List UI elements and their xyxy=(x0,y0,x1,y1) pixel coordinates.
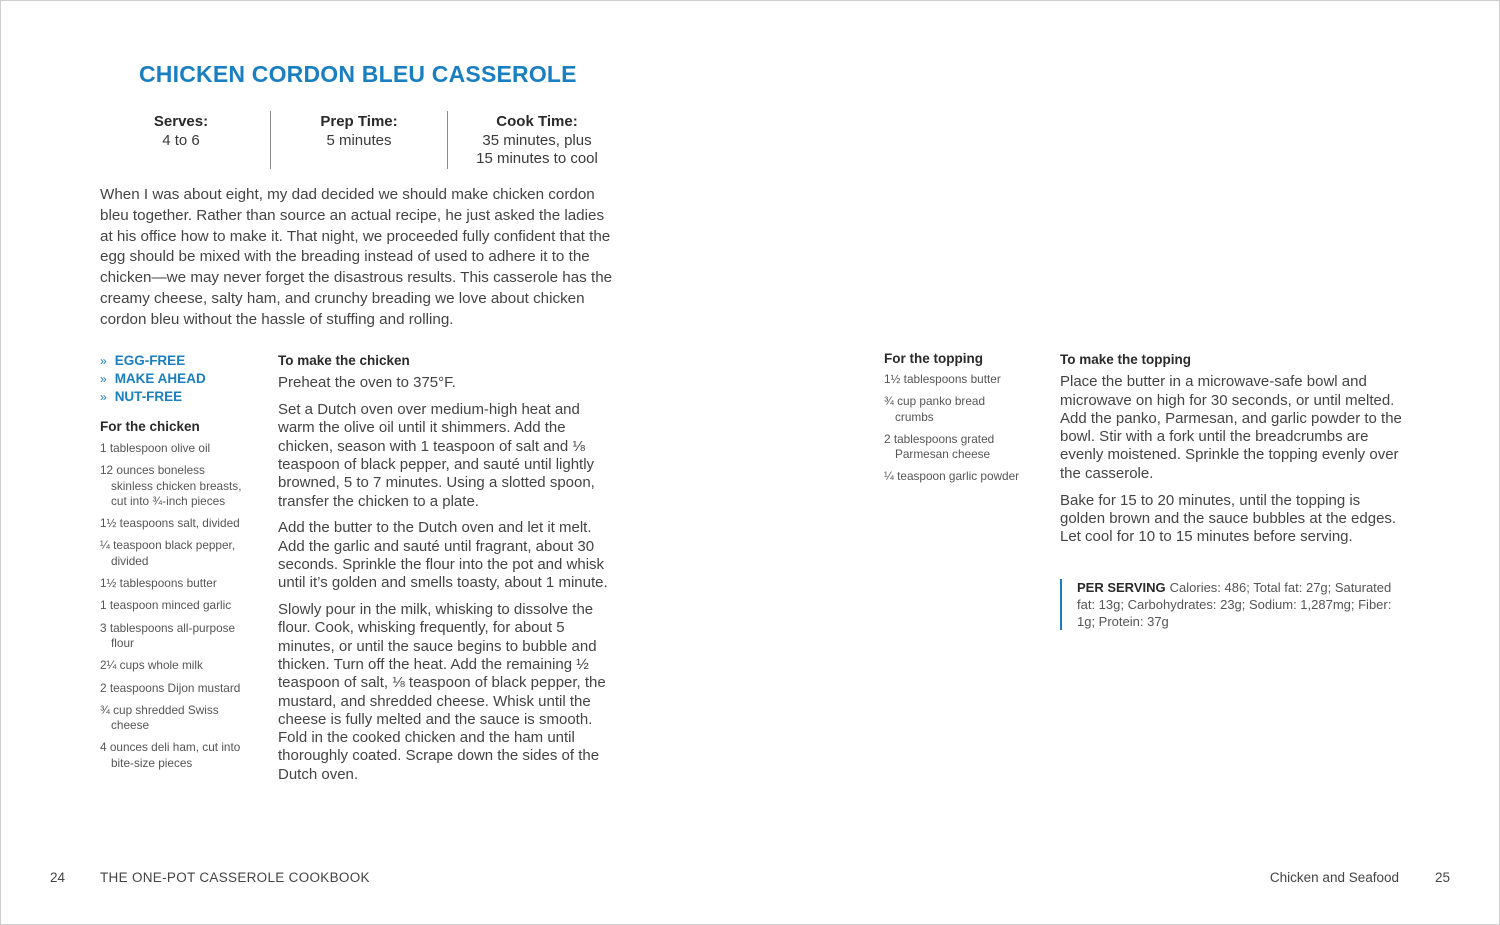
tag-nut-free xyxy=(100,388,206,406)
tag-label: EGG-FREE xyxy=(114,353,186,368)
meta-divider xyxy=(447,111,448,169)
serves-value: 4 to 6 xyxy=(162,132,200,149)
chicken-ingredients xyxy=(100,419,250,778)
ingredient-item: 1 teaspoon minced garlic xyxy=(100,598,232,613)
step-paragraph: Set a Dutch oven over medium-high heat and warm the olive oil until it shimmers. Add the chicken, season with 1 teaspoon of salt and ⅛ teaspoon of black pepper, and sauté until lightly browned, 5 to 7 minutes. Using a slotted spoon, transfer the chicken to a plate. xyxy=(278,401,595,510)
serves-block xyxy=(111,113,251,150)
ingredient-item: 2¼ cups whole milk xyxy=(100,658,203,673)
cook-time-value: 35 minutes, plus 15 minutes to cool xyxy=(476,132,598,167)
cook-time-block xyxy=(457,113,617,168)
ingredient-item: 1½ tablespoons butter xyxy=(100,576,217,591)
chicken-ingredients-heading: For the chicken xyxy=(100,419,200,434)
chevron-right-icon: » xyxy=(100,354,107,368)
ingredient-item: 12 ounces boneless skinless chicken breasts, cut into ¾-inch pieces xyxy=(100,463,242,508)
recipe-intro: When I was about eight, my dad decided we should make chicken cordon bleu together. Rather than source an actual recipe, he just asked the ladies at his office how to make it. That night, we proceeded fully confident that the egg should be mixed with the breading instead of used to adhere it to the chicken—we may never forget the disastrous results. This casserole has the creamy cheese, salty ham, and crunchy breading we love about chicken cordon bleu without the hassle of stuffing and rolling. xyxy=(100,186,613,328)
topping-steps xyxy=(1060,351,1402,555)
per-serving-label: PER SERVING xyxy=(1077,580,1166,595)
tag-label: MAKE AHEAD xyxy=(114,371,206,386)
serves-label: Serves: xyxy=(153,113,209,130)
tag-egg-free xyxy=(100,352,206,370)
per-serving-text: Calories: 486; Total fat: 27g; Saturated fat: 13g; Carbohydrates: 23g; Sodium: 1,287mg; Fiber: 1g; Protein: 37g xyxy=(1077,580,1392,629)
topping-ingredient-list xyxy=(884,372,1024,485)
ingredient-item: 1½ teaspoons salt, divided xyxy=(100,516,240,531)
topping-ingredients-heading: For the topping xyxy=(884,351,983,366)
tag-make-ahead xyxy=(100,370,206,388)
meta-divider xyxy=(270,111,271,169)
chevron-right-icon: » xyxy=(100,390,107,404)
prep-time-block xyxy=(284,113,434,150)
book-title: THE ONE-POT CASSEROLE COOKBOOK xyxy=(100,870,370,885)
recipe-title: CHICKEN CORDON BLEU CASSEROLE xyxy=(139,61,577,87)
ingredient-item: 4 ounces deli ham, cut into bite-size pieces xyxy=(100,740,241,770)
step-paragraph: Place the butter in a microwave-safe bowl and microwave on high for 30 seconds, or until melted. Add the panko, Parmesan, and garlic powder to the bowl. Stir with a fork until the breadcrumbs are evenly moistened. Sprinkle the topping evenly over the casserole. xyxy=(1060,373,1402,482)
chapter-title: Chicken and Seafood xyxy=(1269,870,1399,885)
step-paragraph: Slowly pour in the milk, whisking to dissolve the flour. Cook, whisking frequently, for about 5 minutes, or until the sauce begins to bubble and thicken. Turn off the heat. Add the remaining ½ teaspoon of salt, ⅛ teaspoon of black pepper, the mustard, and shredded cheese. Whisk until the cheese is fully melted and the sauce is smooth. Fold in the cooked chicken and the ham until thoroughly coated. Scrape down the sides of the Dutch oven. xyxy=(278,601,606,783)
topping-steps-heading: To make the topping xyxy=(1060,352,1191,367)
chicken-ingredient-list xyxy=(100,441,250,771)
ingredient-item: ¼ teaspoon garlic powder xyxy=(884,469,1020,484)
cook-time-label: Cook Time: xyxy=(496,113,578,130)
dietary-tags xyxy=(100,352,206,406)
ingredient-item: 2 teaspoons Dijon mustard xyxy=(100,680,241,695)
ingredient-item: 2 tablespoons grated Parmesan cheese xyxy=(884,431,995,462)
chicken-steps-heading: To make the chicken xyxy=(278,353,410,368)
left-page-number: 24 xyxy=(50,870,66,885)
ingredient-item: 1 tablespoon olive oil xyxy=(100,441,211,455)
right-page-number: 25 xyxy=(1435,870,1451,885)
ingredient-item: 1½ tablespoons butter xyxy=(884,372,1001,386)
topping-ingredients xyxy=(884,351,1024,492)
per-serving-nutrition xyxy=(1060,579,1407,630)
step-paragraph: Preheat the oven to 375°F. xyxy=(278,374,456,392)
prep-time-value: 5 minutes xyxy=(326,132,392,149)
step-paragraph: Bake for 15 to 20 minutes, until the topping is golden brown and the sauce bubbles at the edges. Let cool for 10 to 15 minutes before serving. xyxy=(1060,491,1397,546)
ingredient-item: ¾ cup panko bread crumbs xyxy=(884,394,986,424)
tag-label: NUT-FREE xyxy=(114,389,183,404)
ingredient-item: ¼ teaspoon black pepper, divided xyxy=(100,538,236,568)
step-paragraph: Add the butter to the Dutch oven and let it melt. Add the garlic and sauté until fragrant, about 30 seconds. Sprinkle the flour into the pot and whisk until it’s golden and smells toasty, about 1 minute. xyxy=(278,519,608,592)
ingredient-item: 3 tablespoons all-purpose flour xyxy=(100,620,236,650)
prep-time-label: Prep Time: xyxy=(320,113,398,130)
chevron-right-icon: » xyxy=(100,372,107,386)
chicken-steps xyxy=(278,352,618,793)
ingredient-item: ¾ cup shredded Swiss cheese xyxy=(100,702,219,733)
